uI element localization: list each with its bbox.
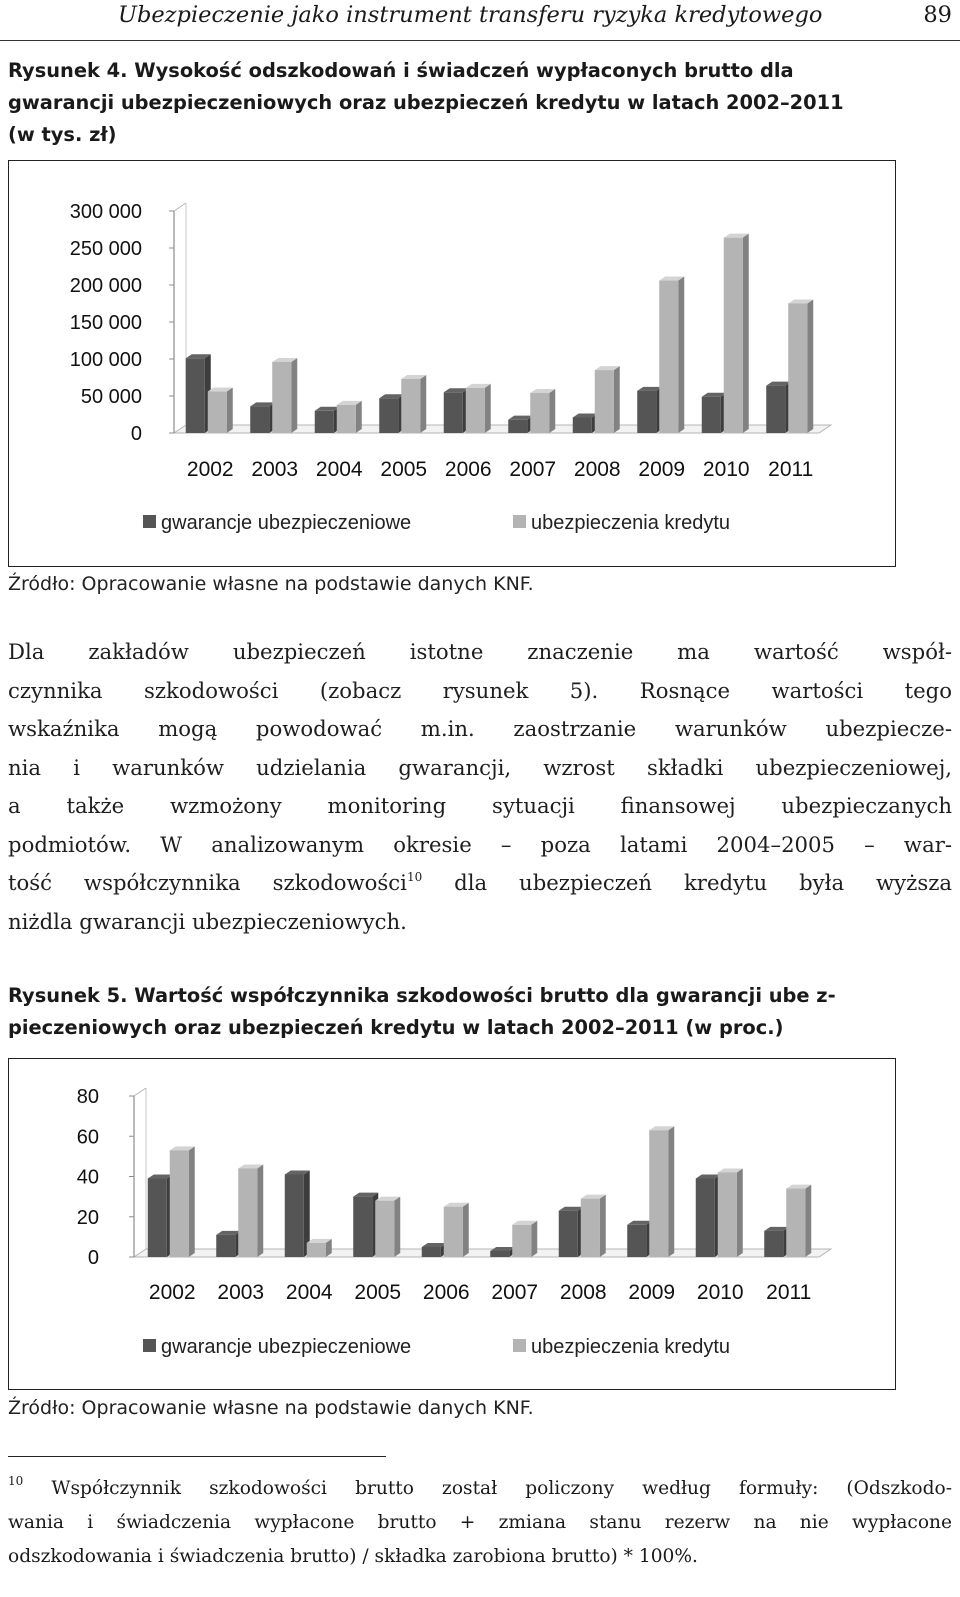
- bar-side: [549, 389, 555, 433]
- footnote-line: odszkodowania i świadczenia brutto) / składka zarobiona brutto) * 100%.: [8, 1546, 698, 1567]
- body-paragraph: [8, 633, 952, 941]
- x-category-label: 2011: [766, 1281, 812, 1304]
- x-category-label: 2009: [628, 1281, 676, 1304]
- bar-side: [807, 300, 813, 434]
- figure4-chart-svg: [9, 161, 895, 566]
- y-tick-label: 60: [76, 1126, 99, 1149]
- figure5-caption-line: Rysunek 5. Wartość współczynnika szkodowości brutto dla gwarancji ube z-: [8, 984, 836, 1007]
- paragraph-line: podmiotów. W analizowanym okresie – poza latami 2004–2005 – war-: [8, 831, 952, 857]
- x-category-label: 2004: [285, 1281, 333, 1304]
- bar-kredytu-2005: [401, 379, 420, 433]
- bar-side: [531, 1221, 537, 1257]
- paragraph-line: niżdla gwarancji ubezpieczeniowych.: [8, 908, 407, 934]
- legend-label: gwarancje ubezpieczeniowe: [161, 512, 412, 534]
- x-category-label: 2006: [422, 1281, 470, 1304]
- figure4-caption-line: Rysunek 4. Wysokość odszkodowań i świadczeń wypłaconych brutto dla: [8, 59, 794, 82]
- x-category-label: 2007: [509, 458, 557, 481]
- bar-gwarancje-2009: [627, 1225, 646, 1257]
- bar-gwarancje-2011: [766, 386, 785, 433]
- bar-side: [743, 234, 749, 433]
- bar-kredytu-2007: [530, 393, 549, 433]
- paragraph-line: nia i warunków udzielania gwarancji, wzrost składki ubezpieczeniowej,: [8, 754, 952, 780]
- x-category-label: 2011: [768, 458, 814, 481]
- y-tick-label: 100 000: [69, 349, 142, 371]
- paragraph-line: czynnika szkodowości (zobacz rysunek 5). Rosnące wartości tego: [8, 677, 952, 703]
- footnote: [8, 1472, 952, 1574]
- y-tick-label: 80: [76, 1086, 99, 1108]
- bar-gwarancje-2005: [379, 398, 398, 433]
- x-category-label: 2004: [315, 458, 363, 481]
- x-category-label: 2003: [251, 458, 299, 481]
- bar-gwarancje-2007: [508, 420, 527, 433]
- bar-kredytu-2003: [238, 1168, 257, 1257]
- bar-gwarancje-2004: [315, 411, 334, 433]
- bar-gwarancje-2006: [422, 1247, 441, 1257]
- x-category-label: 2005: [380, 458, 428, 481]
- paragraph-line-end: dla ubezpieczeń kredytu była wyższa: [422, 870, 952, 895]
- bar-gwarancje-2006: [444, 392, 463, 433]
- footnote-text: Współczynnik szkodowości brutto został policzony według formuły: (Odszkodo-: [51, 1478, 952, 1499]
- legend-label: gwarancje ubezpieczeniowe: [161, 1336, 412, 1358]
- figure5-chart-svg: [9, 1059, 895, 1389]
- figure5-chart: [8, 1058, 896, 1390]
- bar-kredytu-2004: [307, 1243, 326, 1257]
- bar-side: [394, 1197, 400, 1257]
- bar-gwarancje-2009: [637, 391, 656, 433]
- bar-gwarancje-2005: [353, 1197, 372, 1257]
- footnote-line: [8, 1472, 952, 1506]
- bar-gwarancje-2008: [573, 417, 592, 433]
- bar-gwarancje-2010: [696, 1179, 715, 1257]
- x-category-label: 2010: [702, 458, 750, 481]
- legend-swatch: [143, 1339, 156, 1352]
- paragraph-line-with-footnote: [8, 864, 952, 903]
- bar-side: [485, 384, 491, 433]
- x-category-label: 2008: [559, 1281, 607, 1304]
- paragraph-line: Dla zakładów ubezpieczeń istotne znaczenie ma wartość współ-: [8, 639, 952, 664]
- y-tick-label: 150 000: [69, 312, 142, 334]
- paragraph-line: wskaźnika mogą powodować m.in. zaostrzanie warunków ubezpiecze-: [8, 716, 952, 741]
- x-category-label: 2010: [696, 1281, 744, 1304]
- bar-gwarancje-2007: [490, 1251, 509, 1257]
- y-tick-label: 0: [130, 423, 142, 445]
- bar-kredytu-2005: [375, 1201, 394, 1257]
- figure5-caption-line: pieczeniowych oraz ubezpieczeń kredytu w latach 2002–2011 (w proc.): [8, 1016, 784, 1039]
- bar-kredytu-2008: [581, 1199, 600, 1257]
- figure4-caption-line: gwarancji ubezpieczeniowych oraz ubezpieczeń kredytu w latach 2002–2011: [8, 91, 844, 114]
- bar-gwarancje-2003: [250, 406, 269, 433]
- y-tick-label: 20: [76, 1206, 99, 1229]
- bar-kredytu-2006: [444, 1207, 463, 1257]
- figure4-source: Źródło: Opracowanie własne na podstawie danych KNF.: [8, 573, 534, 595]
- bar-side: [189, 1146, 195, 1257]
- bar-side: [356, 401, 362, 433]
- bar-kredytu-2011: [786, 1189, 805, 1257]
- bar-kredytu-2010: [718, 1172, 737, 1257]
- running-header: [0, 0, 960, 41]
- legend-label: ubezpieczenia kredytu: [531, 512, 731, 534]
- y-tick-label: 200 000: [69, 275, 142, 297]
- bar-gwarancje-2002: [186, 358, 205, 433]
- x-category-label: 2003: [217, 1281, 265, 1304]
- x-category-label: 2006: [444, 458, 492, 481]
- figure4-chart: [8, 160, 896, 567]
- paragraph-line-start: tość współczynnika szkodowości: [8, 870, 407, 895]
- bar-gwarancje-2004: [285, 1174, 304, 1257]
- footnote-number: 10: [8, 1474, 24, 1488]
- x-category-label: 2002: [148, 1281, 196, 1304]
- bar-kredytu-2009: [649, 1130, 668, 1257]
- bar-gwarancje-2011: [764, 1231, 783, 1257]
- x-category-label: 2002: [186, 458, 234, 481]
- figure5-source: Źródło: Opracowanie własne na podstawie danych KNF.: [8, 1397, 534, 1419]
- bar-side: [420, 375, 426, 433]
- bar-gwarancje-2003: [216, 1235, 235, 1257]
- y-tick-label: 250 000: [69, 238, 142, 260]
- bar-kredytu-2011: [788, 304, 807, 434]
- x-category-label: 2008: [573, 458, 621, 481]
- legend-swatch: [513, 515, 526, 528]
- bar-kredytu-2009: [659, 281, 678, 433]
- bar-kredytu-2003: [272, 362, 291, 433]
- bar-side: [600, 1195, 606, 1257]
- bar-kredytu-2002: [170, 1150, 189, 1257]
- bar-side: [614, 366, 620, 433]
- y-tick-label: 0: [87, 1247, 99, 1269]
- y-axis-depth: [134, 1088, 146, 1096]
- running-title: Ubezpieczenie jako instrument transferu ryzyka kredytowego: [118, 2, 823, 28]
- bar-kredytu-2006: [466, 388, 485, 433]
- figure5-caption: [8, 980, 952, 1044]
- footnote-reference[interactable]: 10: [406, 870, 423, 884]
- bar-side: [227, 388, 233, 433]
- y-axis-depth: [174, 203, 186, 211]
- paragraph-line: a także wzmożony monitoring sytuacji finansowej ubezpieczanych: [8, 793, 952, 818]
- bar-kredytu-2007: [512, 1225, 531, 1257]
- bar-gwarancje-2010: [702, 397, 721, 433]
- bar-side: [257, 1164, 263, 1257]
- legend-swatch: [143, 515, 156, 528]
- legend-swatch: [513, 1339, 526, 1352]
- figure4-caption: [8, 55, 952, 151]
- y-tick-label: 300 000: [69, 201, 142, 223]
- bar-side: [737, 1168, 743, 1257]
- bar-kredytu-2010: [724, 238, 743, 433]
- y-tick-label: 50 000: [80, 386, 142, 408]
- figure4-caption-line: (w tys. zł): [8, 123, 117, 146]
- legend-label: ubezpieczenia kredytu: [531, 1336, 731, 1358]
- x-category-label: 2009: [638, 458, 686, 481]
- bar-side: [805, 1185, 811, 1257]
- page-number: 89: [923, 2, 952, 28]
- bar-gwarancje-2002: [148, 1179, 167, 1257]
- bar-gwarancje-2008: [559, 1211, 578, 1257]
- bar-side: [678, 277, 684, 433]
- bar-side: [668, 1126, 674, 1257]
- y-tick-label: 40: [76, 1166, 99, 1189]
- x-category-label: 2007: [491, 1281, 539, 1304]
- footnote-separator: [8, 1456, 386, 1457]
- footnote-line: wania i świadczenia wypłacone brutto + zmiana stanu rezerw na nie wypłacone: [8, 1512, 952, 1533]
- bar-kredytu-2008: [595, 370, 614, 433]
- bar-kredytu-2004: [337, 405, 356, 433]
- bar-kredytu-2002: [208, 392, 227, 433]
- bar-side: [463, 1203, 469, 1257]
- bar-side: [291, 358, 297, 433]
- x-category-label: 2005: [354, 1281, 402, 1304]
